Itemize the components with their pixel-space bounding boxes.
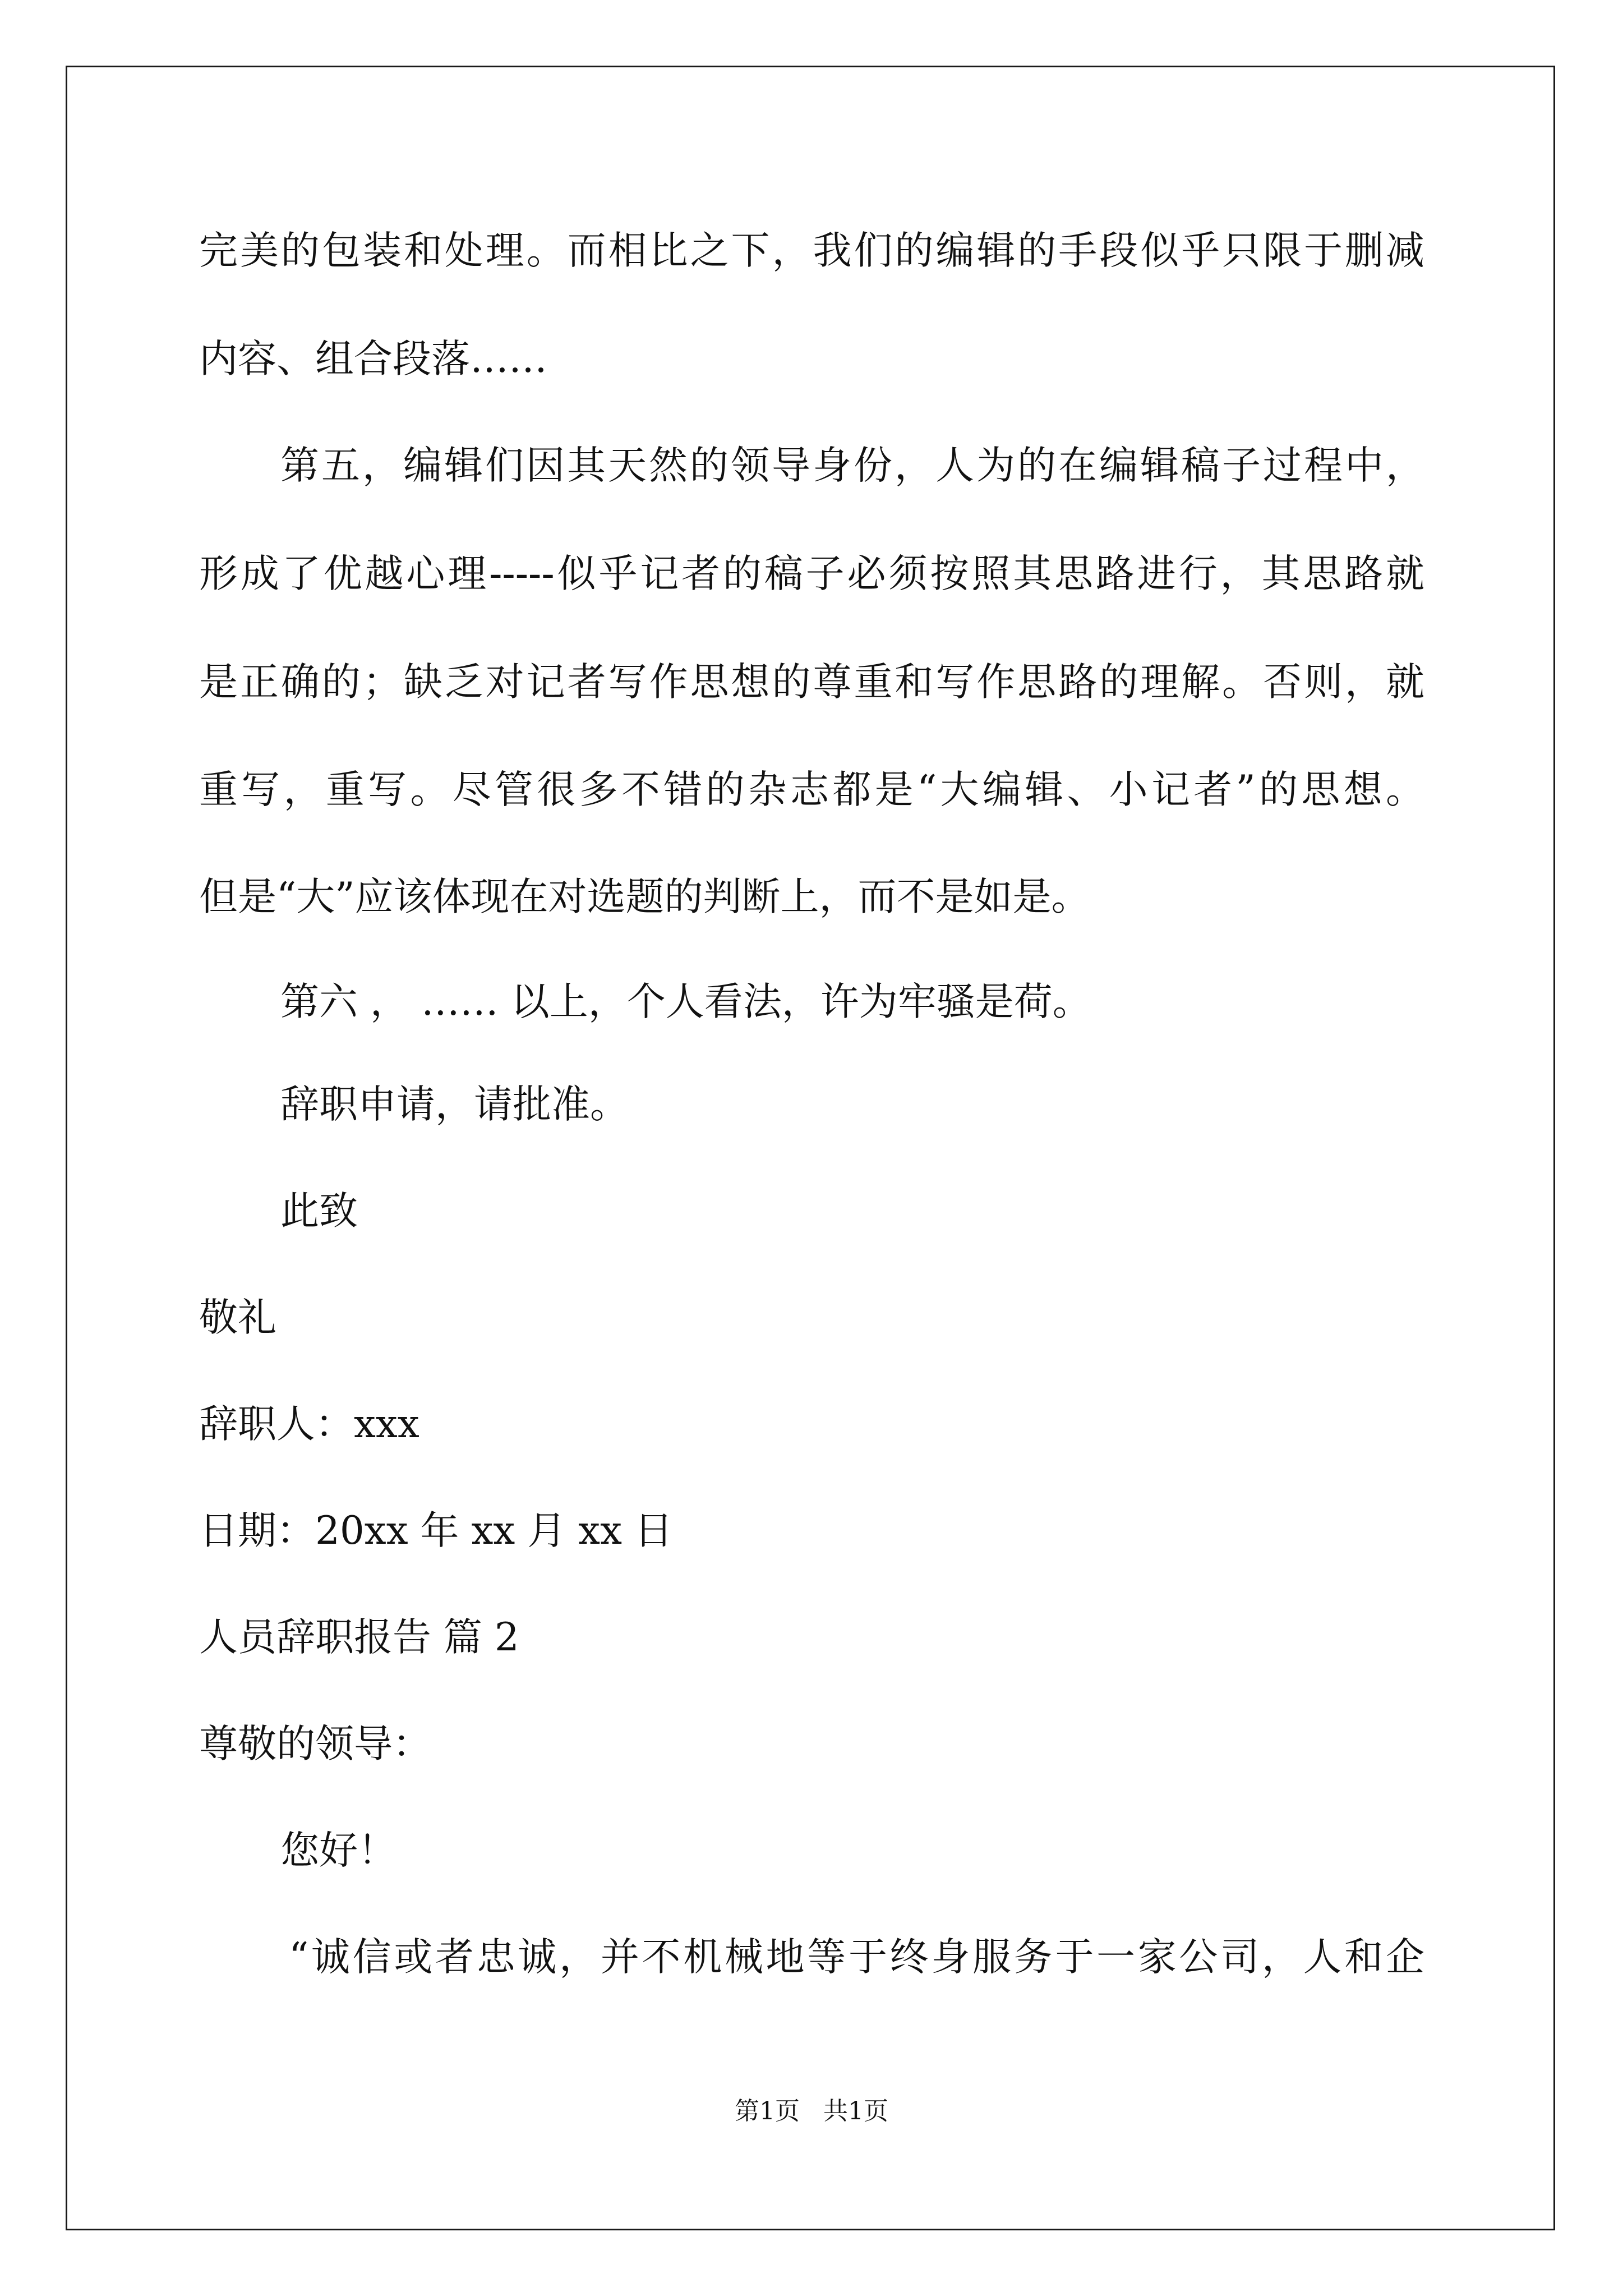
body-line-15: 尊敬的领导： [199, 1722, 431, 1766]
body-line-7: 但是“大”应该体现在对选题的判断上，而不是如是。 [199, 875, 1090, 919]
body-line-17: “诚信或者忠诚，并不机械地等于终身服务于一家公司，人和企 [289, 1935, 1424, 1980]
page-footer: 第1页 共1页 [735, 2097, 888, 2125]
body-line-11: 敬礼 [199, 1295, 276, 1340]
body-line-9: 辞职申请，请批准。 [280, 1082, 629, 1127]
body-line-8: 第六 ， …… 以上，个人看法，许为牢骚是荷。 [280, 979, 1091, 1024]
page-border [66, 66, 1555, 2230]
body-line-14: 人员辞职报告 篇 2 [199, 1615, 519, 1660]
body-line-4: 形成了优越心理-----似乎记者的稿子必须按照其思路进行，其思路就 [199, 551, 1424, 596]
body-line-5: 是正确的；缺乏对记者写作思想的尊重和写作思路的理解。否则，就 [199, 660, 1424, 705]
body-line-1: 完美的包装和处理。而相比之下，我们的编辑的手段似乎只限于删减 [199, 228, 1424, 273]
body-line-6: 重写，重写。尽管很多不错的杂志都是“大编辑、小记者”的思想。 [199, 767, 1424, 812]
body-line-16: 您好！ [280, 1828, 396, 1873]
body-line-3: 第五，编辑们因其天然的领导身份，人为的在编辑稿子过程中， [280, 443, 1424, 488]
body-line-13: 日期：20xx 年 xx 月 xx 日 [199, 1508, 673, 1553]
body-line-12: 辞职人：xxx [199, 1402, 419, 1447]
body-line-10: 此致 [280, 1189, 358, 1234]
body-line-2: 内容、组合段落…… [199, 337, 547, 381]
